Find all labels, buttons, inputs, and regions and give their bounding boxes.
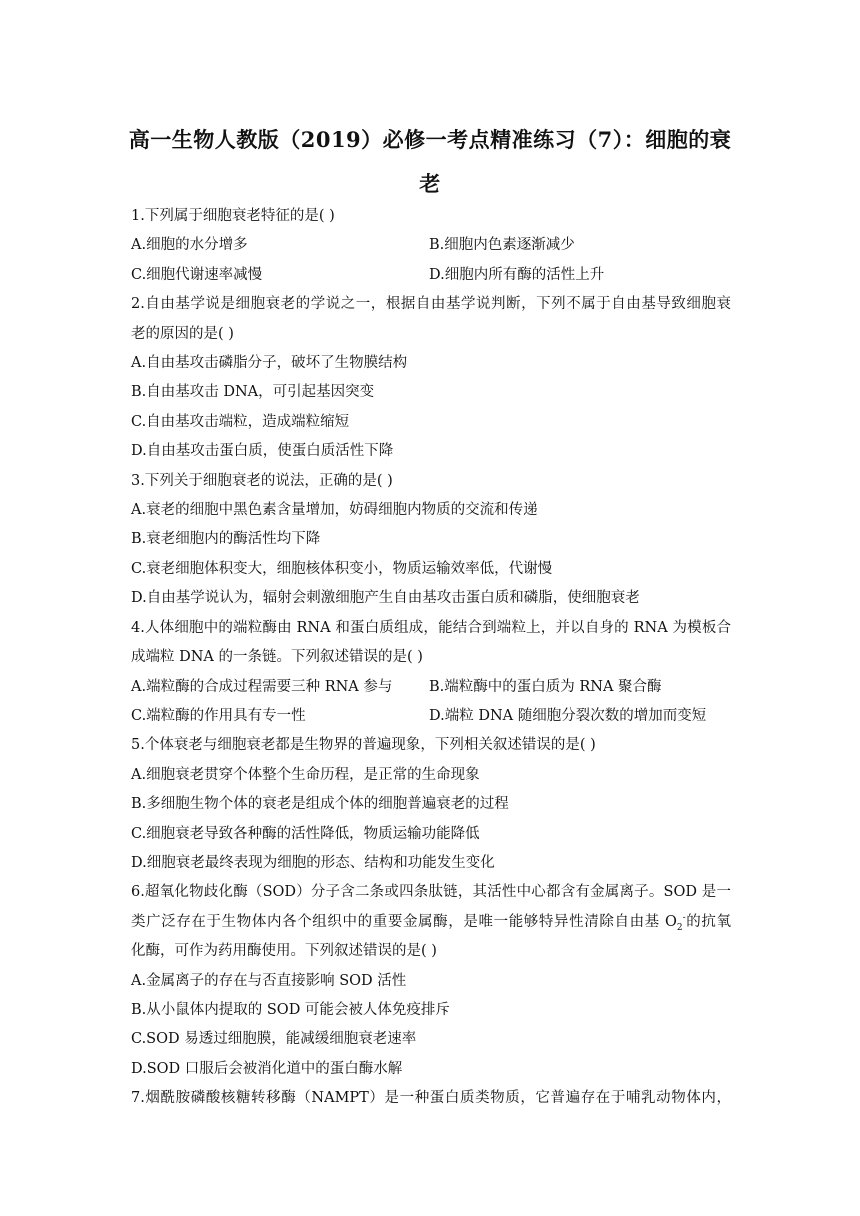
- q5-option-d: D.细胞衰老最终表现为细胞的形态、结构和功能发生变化: [131, 854, 495, 871]
- q4-options-row-1: [131, 673, 731, 702]
- q1-options-row-2: [131, 261, 731, 290]
- q6-superscript: -: [682, 912, 686, 923]
- q1-stem: 1.下列属于细胞衰老特征的是( ): [131, 208, 335, 224]
- q3-option-a: A.衰老的细胞中黑色素含量增加，妨碍细胞内物质的交流和传递: [131, 502, 538, 519]
- q1-option-a: A.细胞的水分增多: [131, 237, 248, 254]
- q4-option-c: C.端粒酶的作用具有专一性: [131, 707, 306, 724]
- q7-stem-line-1: 7.烟酰胺磷酸核糖转移酶（NAMPT）是一种蛋白质类物质，它普遍存在于哺乳动物体内，: [131, 1090, 731, 1107]
- q4-options-row-2: [131, 702, 731, 731]
- q6-option-c: C.SOD 易透过细胞膜，能减缓细胞衰老速率: [131, 1031, 417, 1048]
- q3-option-b: B.衰老细胞内的酶活性均下降: [131, 531, 321, 548]
- q3-stem: 3.下列关于细胞衰老的说法，正确的是( ): [131, 472, 393, 489]
- question-list: [131, 202, 731, 1114]
- q4-option-d: D.端粒 DNA 随细胞分裂次数的增加而变短: [429, 707, 707, 724]
- q6-stem-line-3: 化酶，可作为药用酶使用。下列叙述错误的是( ): [131, 943, 437, 960]
- q5-option-a: A.细胞衰老贯穿个体整个生命历程，是正常的生命现象: [131, 766, 480, 783]
- q5-option-c: C.细胞衰老导致各种酶的活性降低，物质运输功能降低: [131, 825, 480, 842]
- q2-option-b: B.自由基攻击 DNA，可引起基因突变: [131, 384, 375, 401]
- q1-option-d: D.细胞内所有酶的活性上升: [429, 266, 605, 283]
- title-line-2: 老: [419, 171, 441, 196]
- q5-stem: 5.个体衰老与细胞衰老都是生物界的普遍现象，下列相关叙述错误的是( ): [131, 737, 596, 754]
- q4-stem-line-1: 4.人体细胞中的端粒酶由 RNA 和蛋白质组成，能结合到端粒上，并以自身的 RNA 为模板合: [131, 619, 731, 636]
- q4-option-b: B.端粒酶中的蛋白质为 RNA 聚合酶: [429, 678, 662, 695]
- q6-stem-line-2-post: 的抗氧: [685, 913, 731, 930]
- q2-option-d: D.自由基攻击蛋白质，使蛋白质活性下降: [131, 443, 394, 460]
- q3-option-d: D.自由基学说认为，辐射会刺激细胞产生自由基攻击蛋白质和磷脂，使细胞衰老: [131, 590, 640, 607]
- q2-stem-line-1: 2.自由基学说是细胞衰老的学说之一，根据自由基学说判断，下列不属于自由基导致细胞衰: [131, 296, 731, 313]
- q4-option-a: A.端粒酶的合成过程需要三种 RNA 参与: [131, 678, 393, 695]
- q1-options-row-1: [131, 231, 731, 260]
- q1-option-b: B.细胞内色素逐渐减少: [429, 237, 575, 254]
- q6-subscript: 2: [676, 922, 683, 933]
- q6-stem-line-2-pre: 类广泛存在于生物体内各个组织中的重要金属酶，是唯一能够特异性清除自由基 O: [131, 913, 677, 930]
- q2-option-c: C.自由基攻击端粒，造成端粒缩短: [131, 413, 350, 430]
- q4-stem-line-2: 成端粒 DNA 的一条链。下列叙述错误的是( ): [131, 649, 423, 666]
- document-title: [100, 118, 760, 206]
- q6-option-b: B.从小鼠体内提取的 SOD 可能会被人体免疫排斥: [131, 1001, 450, 1018]
- q2-option-a: A.自由基攻击磷脂分子，破坏了生物膜结构: [131, 355, 408, 372]
- q3-option-c: C.衰老细胞体积变大，细胞核体积变小，物质运输效率低，代谢慢: [131, 560, 553, 577]
- title-line-1: 高一生物人教版（2019）必修一考点精准练习（7）：细胞的衰: [128, 127, 732, 152]
- q5-option-b: B.多细胞生物个体的衰老是组成个体的细胞普遍衰老的过程: [131, 796, 509, 813]
- q6-option-a: A.金属离子的存在与否直接影响 SOD 活性: [131, 972, 407, 989]
- q1-option-c: C.细胞代谢速率减慢: [131, 266, 263, 283]
- q6-stem-line-1: 6.超氧化物歧化酶（SOD）分子含二条或四条肽链，其活性中心都含有金属离子。SOD 是一: [131, 884, 731, 901]
- q6-option-d: D.SOD 口服后会被消化道中的蛋白酶水解: [131, 1060, 403, 1077]
- q6-stem-line-2: [131, 908, 731, 937]
- q2-stem-line-2: 老的原因的是( ): [131, 325, 234, 342]
